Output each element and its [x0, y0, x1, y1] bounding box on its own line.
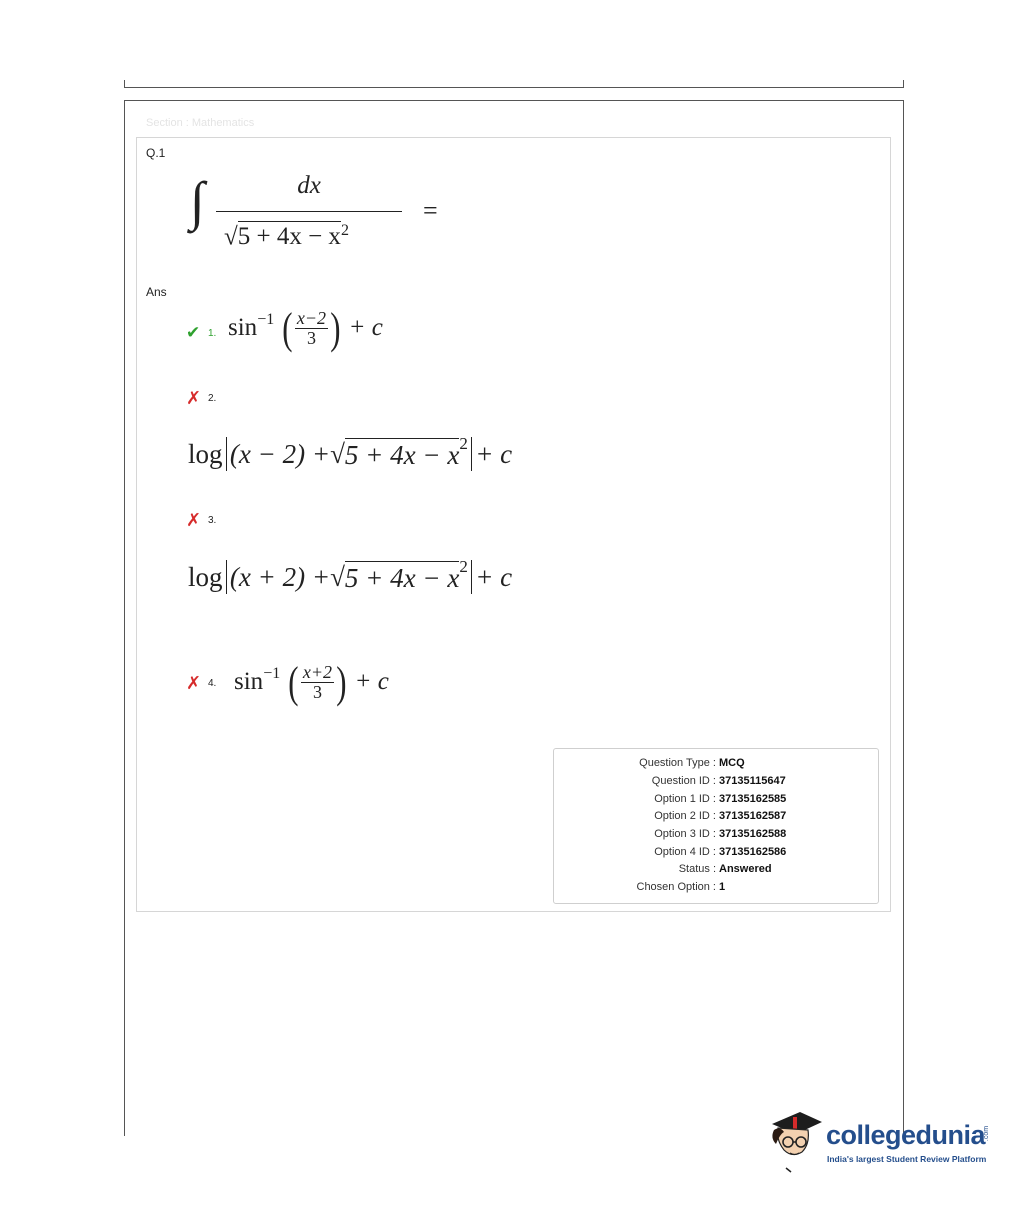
question-number: Q.1 [146, 146, 166, 160]
info-row-status: Status : Answered [678, 863, 772, 875]
integral-sign: ∫ [190, 171, 205, 231]
collegedunia-mascot-icon [766, 1104, 826, 1174]
question-denominator: $√5 + 4x - x^2$ [224, 222, 349, 251]
option-4-expression: sin $^{-1}$ ( $\frac{x+2}{3}$ ) + c [234, 657, 389, 707]
option-2-expression: log (x − 2) + √ 5 + 4x − x $^2$ + c [188, 434, 513, 470]
info-row-question-id: Question ID : 37135115647 [651, 775, 786, 787]
info-row-question-type: Question Type : MCQ [639, 757, 745, 769]
logo-domain-suffix: .com [983, 1125, 991, 1142]
info-row-chosen-option: Chosen Option : 1 [636, 881, 726, 893]
wrong-cross-icon: ✗ [186, 388, 202, 408]
question-info-box [553, 748, 879, 904]
option-1-number: 1. [208, 328, 217, 339]
fraction-bar [216, 211, 402, 212]
correct-tick-icon: ✔ [186, 323, 201, 342]
logo-wordmark: collegedunia [826, 1120, 986, 1150]
wrong-cross-icon: ✗ [186, 673, 202, 693]
question-numerator: dx [297, 172, 321, 199]
option-2-number: 2. [208, 393, 217, 404]
option-3-number: 3. [208, 515, 217, 526]
logo-tagline: India's largest Student Review Platform [827, 1154, 987, 1164]
wrong-cross-icon: ✗ [186, 510, 202, 530]
option-1-expression: sin $^{-1}$ ( $\frac{x-2}{3}$ ) + c [228, 303, 383, 353]
info-row-option-3-id: Option 3 ID : 37135162588 [654, 828, 787, 840]
option-4-number: 4. [208, 678, 217, 689]
section-label: Section : Mathematics [146, 117, 255, 129]
answer-label: Ans [146, 285, 167, 299]
info-row-option-1-id: Option 1 ID : 37135162585 [654, 793, 787, 805]
page-top-rule [124, 80, 904, 88]
info-row-option-2-id: Option 2 ID : 37135162587 [654, 810, 787, 822]
equals-sign: = [423, 196, 438, 225]
option-3-expression: log (x + 2) + √ 5 + 4x − x $^2$ + c [188, 557, 513, 593]
info-row-option-4-id: Option 4 ID : 37135162586 [654, 846, 787, 858]
